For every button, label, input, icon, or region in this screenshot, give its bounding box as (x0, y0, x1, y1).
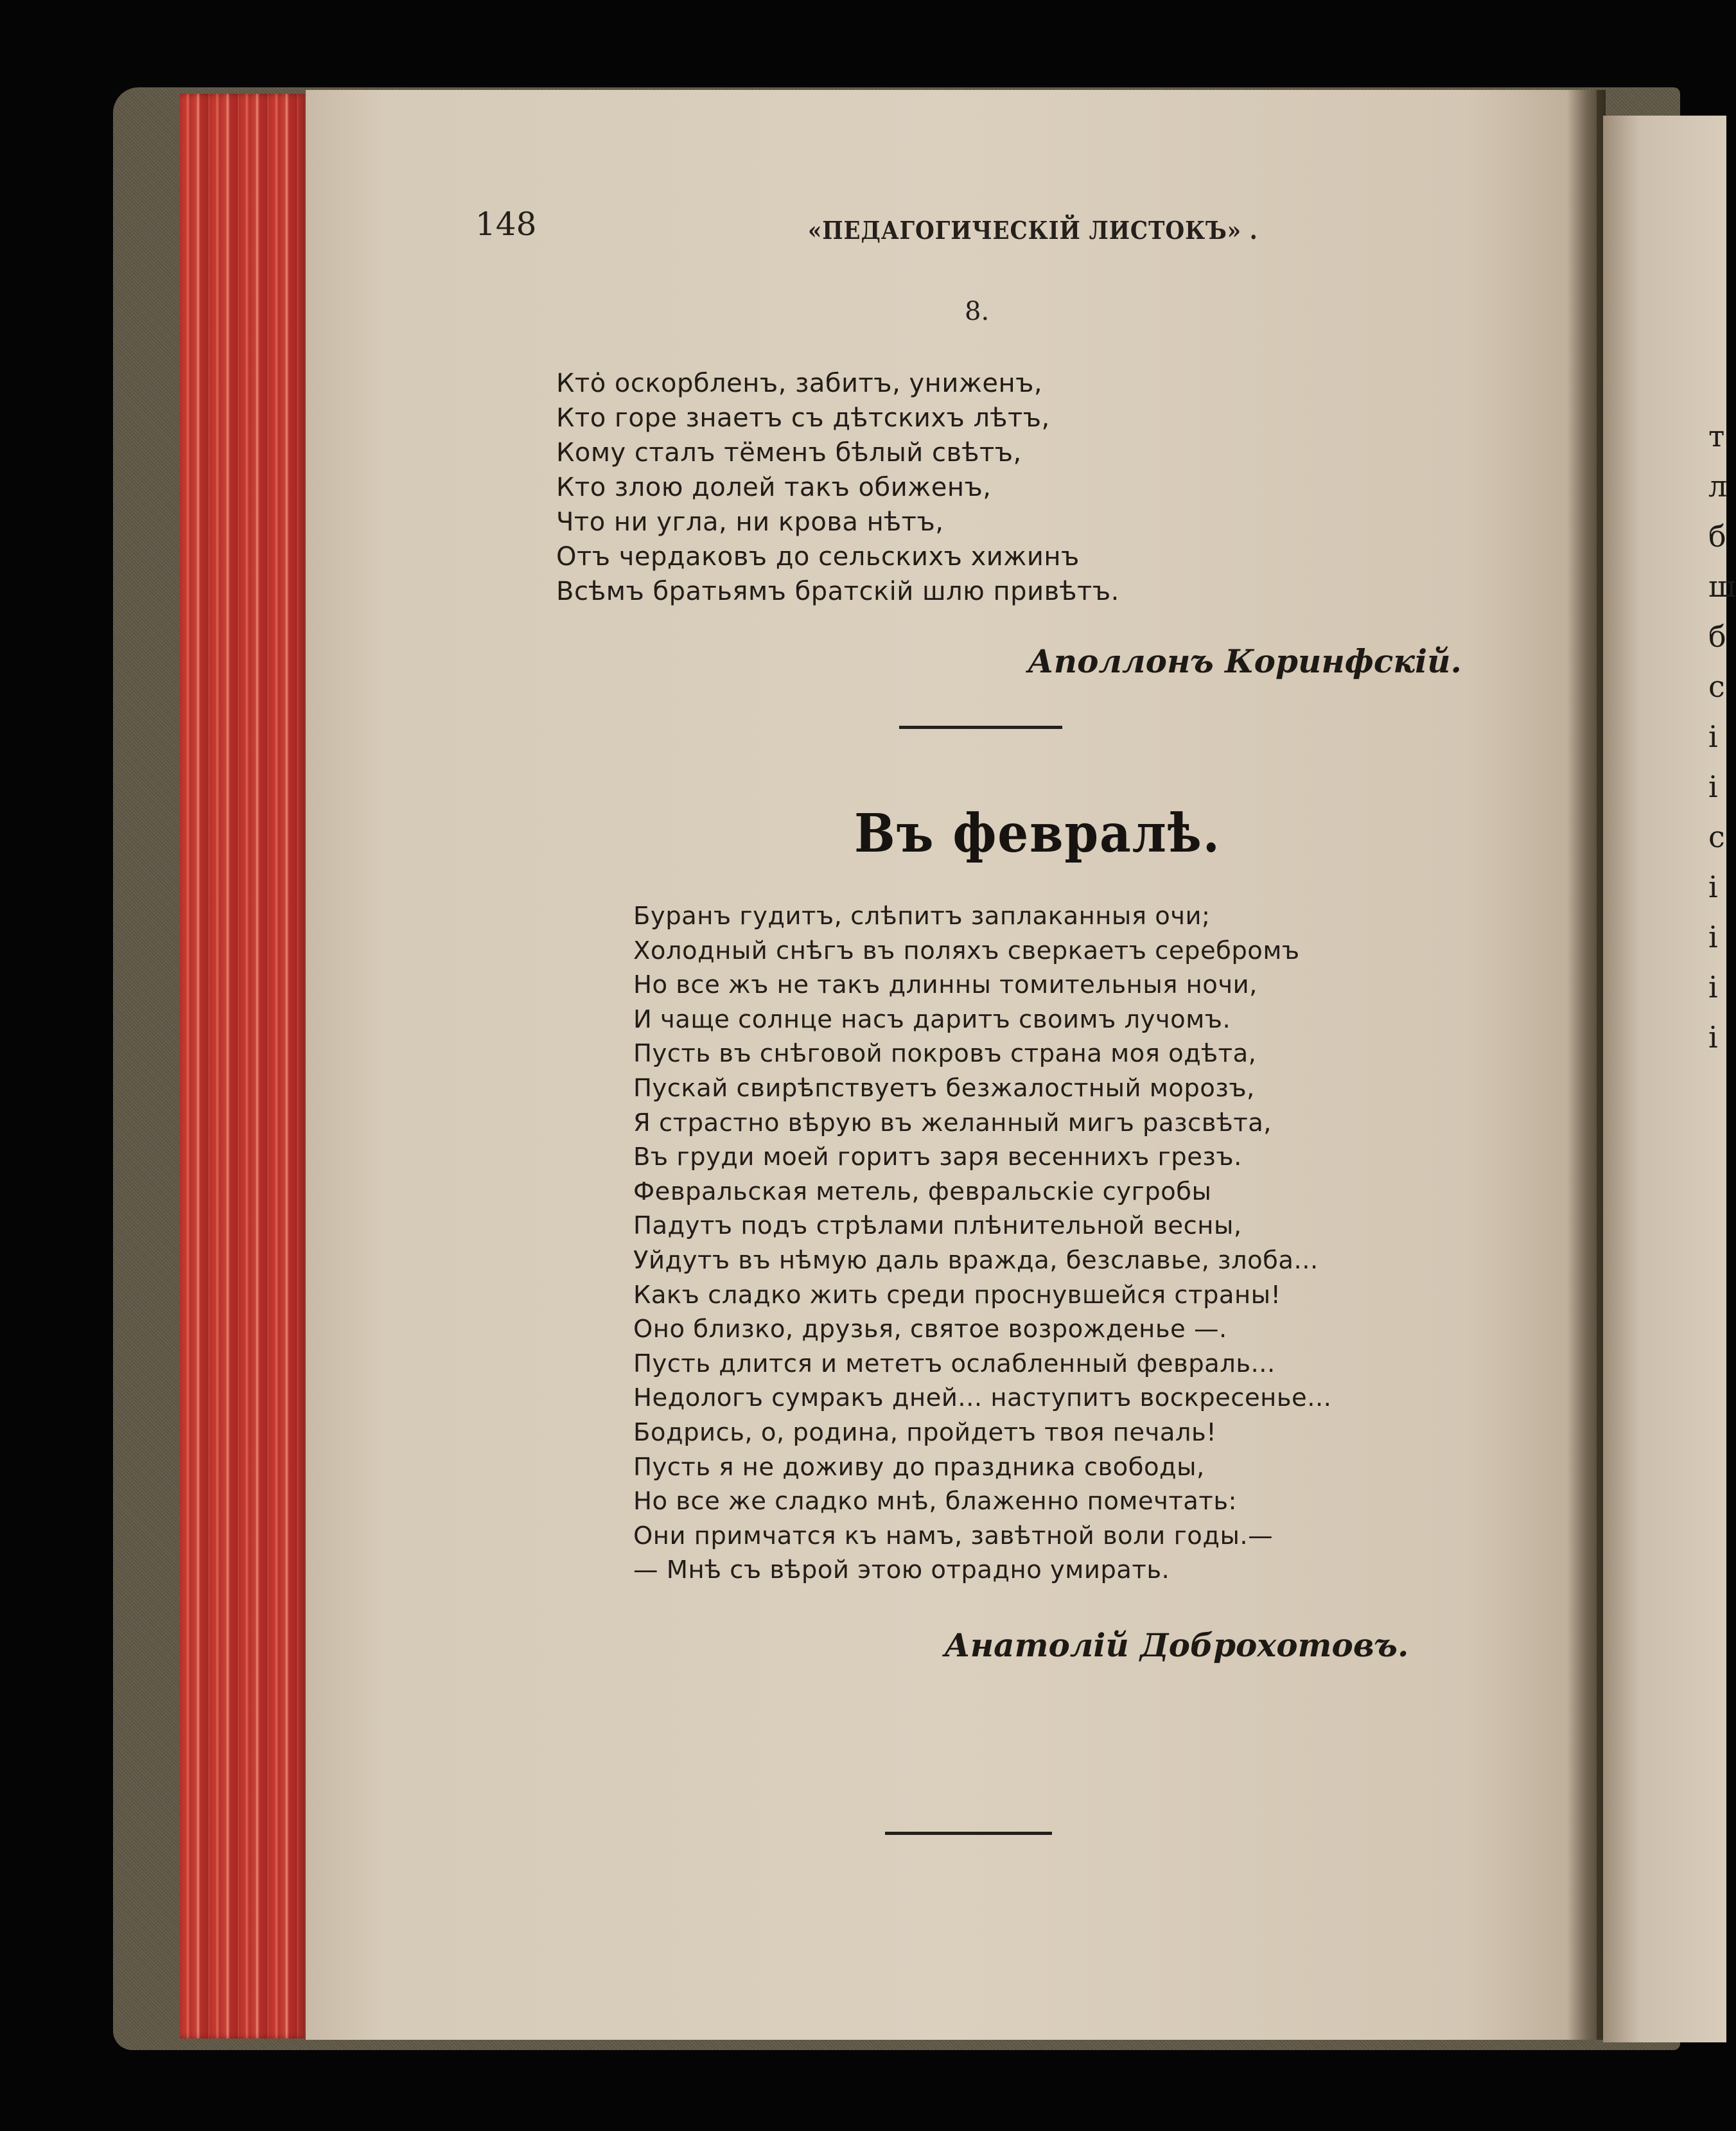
facing-page-letters (1708, 411, 1736, 1062)
facing-letter: б (1708, 519, 1726, 554)
section-number: 8. (965, 297, 990, 326)
facing-letter: і (1708, 920, 1718, 954)
poem-line: Я страстно вѣрую въ желанный мигъ разсвѣта, (633, 1108, 1272, 1137)
poem-line: Буранъ гудитъ, слѣпитъ заплаканныя очи; (633, 902, 1211, 931)
poem-line: Всѣмъ братьямъ братскій шлю привѣтъ. (556, 577, 1119, 606)
poem-line: Оно близко, друзья, святое возрожденье —. (633, 1315, 1227, 1344)
poem-line: Кто горе знаетъ съ дѣтскихъ лѣтъ, (556, 403, 1050, 433)
facing-letter: і (1708, 769, 1718, 804)
end-divider (885, 1832, 1052, 1835)
poem-title: Въ февралѣ. (854, 803, 1221, 864)
facing-letter: ш (1708, 569, 1736, 604)
poem-line: Ктȯ оскорбленъ, забитъ, униженъ, (556, 369, 1043, 398)
facing-letter: т (1708, 419, 1725, 453)
poem-stanza (556, 366, 1119, 609)
poem-line: Пусть я не доживу до праздника свободы, (633, 1452, 1205, 1482)
facing-letter: с (1708, 669, 1725, 704)
poem-line: Отъ чердаковъ до сельскихъ хижинъ (556, 542, 1080, 572)
section-divider (899, 726, 1062, 729)
page-edges (180, 94, 306, 2039)
poem-line: — Мнѣ съ вѣрой этою отрадно умирать. (633, 1556, 1170, 1585)
poem-line: Пусть въ снѣговой покровъ страна моя одѣта, (633, 1039, 1257, 1069)
poem-line: Уйдутъ въ нѣмую даль вражда, безславье, злоба... (633, 1245, 1319, 1275)
facing-letter: с (1708, 820, 1725, 854)
poem-line: Но все жъ не такъ длинны томительныя ночи, (633, 970, 1258, 1000)
poem-body (633, 899, 1331, 1588)
poem-line: Падутъ подъ стрѣлами плѣнительной весны, (633, 1211, 1242, 1241)
facing-letter: і (1708, 1020, 1718, 1055)
poem-line: Бодрись, о, родина, пройдетъ твоя печаль! (633, 1417, 1217, 1447)
facing-letter: б (1708, 619, 1726, 654)
poem-line: Но все же сладко мнѣ, блаженно помечтать: (633, 1487, 1237, 1516)
poem-line: И чаще солнце насъ даритъ своимъ лучомъ. (633, 1004, 1231, 1034)
poem-line: Какъ сладко жить среди проснувшейся страны! (633, 1280, 1281, 1310)
poem-line: Что ни угла, ни крова нѣтъ, (556, 507, 944, 537)
poem-line: Пусть длится и мететъ ослабленный февраль... (633, 1349, 1276, 1378)
poem-author-signature: Аполлонъ Коринфскій. (1028, 642, 1462, 680)
poem-line: Кому сталъ тёменъ бѣлый свѣтъ, (556, 438, 1022, 468)
poem-author-signature: Анатолій Доброхотовъ. (944, 1626, 1409, 1664)
facing-letter: і (1708, 970, 1718, 1004)
facing-letter: л (1708, 469, 1728, 504)
facing-letter: і (1708, 719, 1718, 754)
page-gutter (1567, 90, 1606, 2040)
poem-line: Пускай свирѣпствуетъ безжалостный морозъ, (633, 1073, 1255, 1103)
poem-line: Въ груди моей горитъ заря весеннихъ грезъ. (633, 1143, 1242, 1172)
journal-title: «ПЕДАГОГИЧЕСКІЙ ЛИСТОКЪ» . (808, 216, 1258, 245)
poem-line: Недологъ сумракъ дней... наступитъ воскресенье... (633, 1383, 1332, 1413)
facing-letter: і (1708, 870, 1718, 904)
poem-line: Холодный снѣгъ въ поляхъ сверкаетъ серебромъ (633, 936, 1300, 965)
poem-line: Они примчатся къ намъ, завѣтной воли годы.— (633, 1521, 1274, 1550)
facing-page (1603, 116, 1736, 2042)
poem-line: Кто злою долей такъ обиженъ, (556, 473, 992, 502)
page-number: 148 (475, 206, 537, 243)
poem-line: Февральская метель, февральскіе сугробы (633, 1177, 1212, 1206)
